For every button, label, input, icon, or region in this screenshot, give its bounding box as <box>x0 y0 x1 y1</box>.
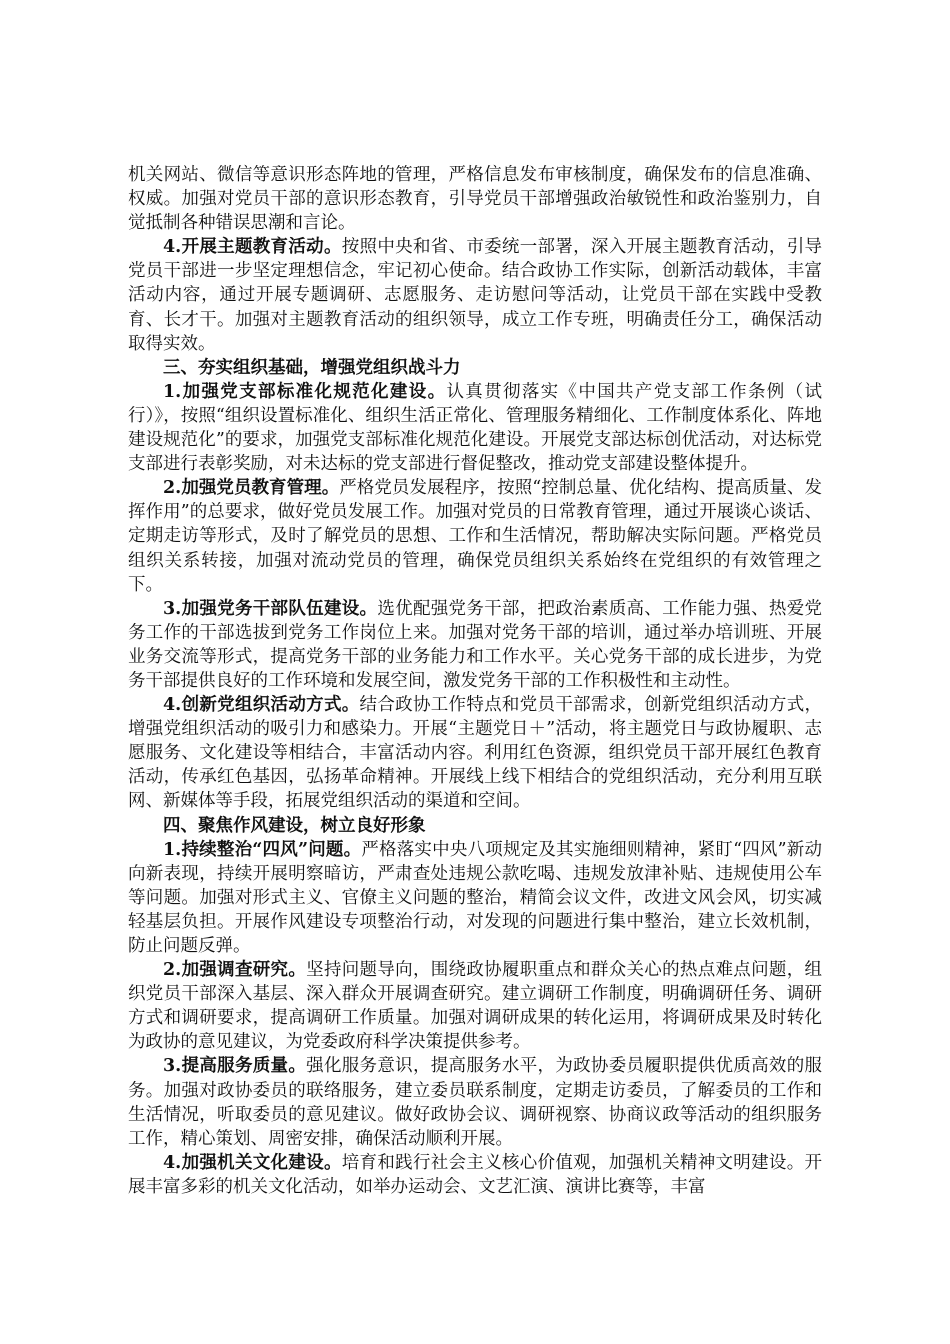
paragraph-branch-standardization <box>128 380 822 476</box>
paragraph-continuation <box>128 163 822 235</box>
paragraph-text: 结合政协工作特点和党员干部需求，创新党组织活动方式，增强党组织活动的吸引力和感染力。开展“主题党日＋”活动，将主题党日与政协履职、志愿服务、文化建设等相结合，丰富活动内容。利用红色资源，组织党员干部开展红色教育活动，传承红色基因，弘扬革命精神。开展线上线下相结合的党组织活动，充分利用互联网、新媒体等手段，拓展党组织活动的渠道和空间。 <box>128 695 822 812</box>
paragraph-cadre-team <box>128 597 822 693</box>
paragraph-text: 培育和践行社会主义核心价值观，加强机关精神文明建设。开展丰富多彩的机关文化活动，如举办运动会、文艺汇演、演讲比赛等，丰富 <box>128 1152 822 1197</box>
paragraph-activity-innovation <box>128 693 822 813</box>
paragraph-text: 认真贯彻落实《中国共产党支部工作条例（试行）》，按照“组织设置标准化、组织生活正常化、管理服务精细化、工作制度体系化、阵地建设规范化”的要求，加强党支部标准化规范化建设。开展党支部达标创优活动，对达标党支部进行表彰奖励，对未达标的党支部进行督促整改，推动党支部建设整体提升。 <box>128 381 823 475</box>
paragraph-text: 强化服务意识，提高服务水平，为政协委员履职提供优质高效的服务。加强对政协委员的联络服务，建立委员联系制度，定期走访委员，了解委员的工作和生活情况，听取委员的意见建议。做好政协会议、调研视察、协商议政等活动的组织服务工作，精心策划、周密安排，确保活动顺利开展。 <box>128 1056 822 1149</box>
paragraph-text: 严格落实中央八项规定及其实施细则精神，紧盯“四风”新动向新表现，持续开展明察暗访，严肃查处违规公款吃喝、违规发放津补贴、违规使用公车等问题。加强对形式主义、官僚主义问题的整治，精简会议文件，改进文风会风，切实减轻基层负担。开展作风建设专项整治行动，对发现的问题进行集中整治，建立长效机制，防止问题反弹。 <box>128 839 822 956</box>
paragraph-text: 选优配强党务干部，把政治素质高、工作能力强、热爱党务工作的干部选拔到党务工作岗位上来。加强对党务干部的培训，通过举办培训班、开展业务交流等形式，提高党务干部的业务能力和工作水平。关心党务干部的成长进步，为党务干部提供良好的工作环境和发展空间，激发党务干部的工作积极性和主动性。 <box>128 598 822 691</box>
paragraph-text: 机关网站、微信等意识形态阵地的管理，严格信息发布审核制度，确保发布的信息准确、权威。加强对党员干部的意识形态教育，引导党员干部增强政治敏锐性和政治鉴别力，自觉抵制各种错误思潮和言论。 <box>128 165 822 234</box>
paragraph-lead: 1.持续整治“四风”问题。 <box>163 839 362 860</box>
paragraph-lead: 4.创新党组织活动方式。 <box>163 695 360 716</box>
paragraph-text: 按照中央和省、市委统一部署，深入开展主题教育活动，引导党员干部进一步坚定理想信念，牢记初心使命。结合政协工作实际，创新活动载体，丰富活动内容，通过开展专题调研、志愿服务、走访慰问等活动，让党员干部在实践中受教育、长才干。加强对主题教育活动的组织领导，成立工作专班，明确责任分工，确保活动取得实效。 <box>128 237 822 354</box>
paragraph-office-culture <box>128 1151 822 1199</box>
paragraph-member-management <box>128 476 822 596</box>
paragraph-theme-education <box>128 235 822 355</box>
paragraph-lead: 2.加强调查研究。 <box>163 960 307 981</box>
paragraph-lead: 3.提高服务质量。 <box>163 1056 307 1077</box>
document-page <box>128 163 822 1199</box>
paragraph-lead: 4.加强机关文化建设。 <box>163 1152 342 1173</box>
paragraph-lead: 1.加强党支部标准化规范化建设。 <box>163 381 447 402</box>
paragraph-lead: 2.加强党员教育管理。 <box>163 478 340 499</box>
paragraph-lead: 3.加强党务干部队伍建设。 <box>163 598 378 619</box>
section-heading-3: 三、夯实组织基础，增强党组织战斗力 <box>163 357 461 378</box>
section-heading-4: 四、聚焦作风建设，树立良好形象 <box>163 815 426 836</box>
paragraph-four-winds <box>128 838 822 958</box>
paragraph-text: 坚持问题导向，围绕政协履职重点和群众关心的热点难点问题，组织党员干部深入基层、深入群众开展调查研究。建立调研工作制度，明确调研任务、调研方式和调研要求，提高调研工作质量。加强对调研成果的转化运用，将调研成果及时转化为政协的意见建议，为党委政府科学决策提供参考。 <box>128 960 822 1053</box>
paragraph-lead: 4.开展主题教育活动。 <box>163 237 342 258</box>
paragraph-service-quality <box>128 1054 822 1150</box>
paragraph-text: 严格党员发展程序，按照“控制总量、优化结构、提高质量、发挥作用”的总要求，做好党员发展工作。加强对党员的日常教育管理，通过开展谈心谈话、定期走访等形式，及时了解党员的思想、工作和生活情况，帮助解决实际问题。严格党员组织关系转接，加强对流动党员的管理，确保党员组织关系始终在党组织的有效管理之下。 <box>128 478 822 595</box>
paragraph-research <box>128 958 822 1054</box>
